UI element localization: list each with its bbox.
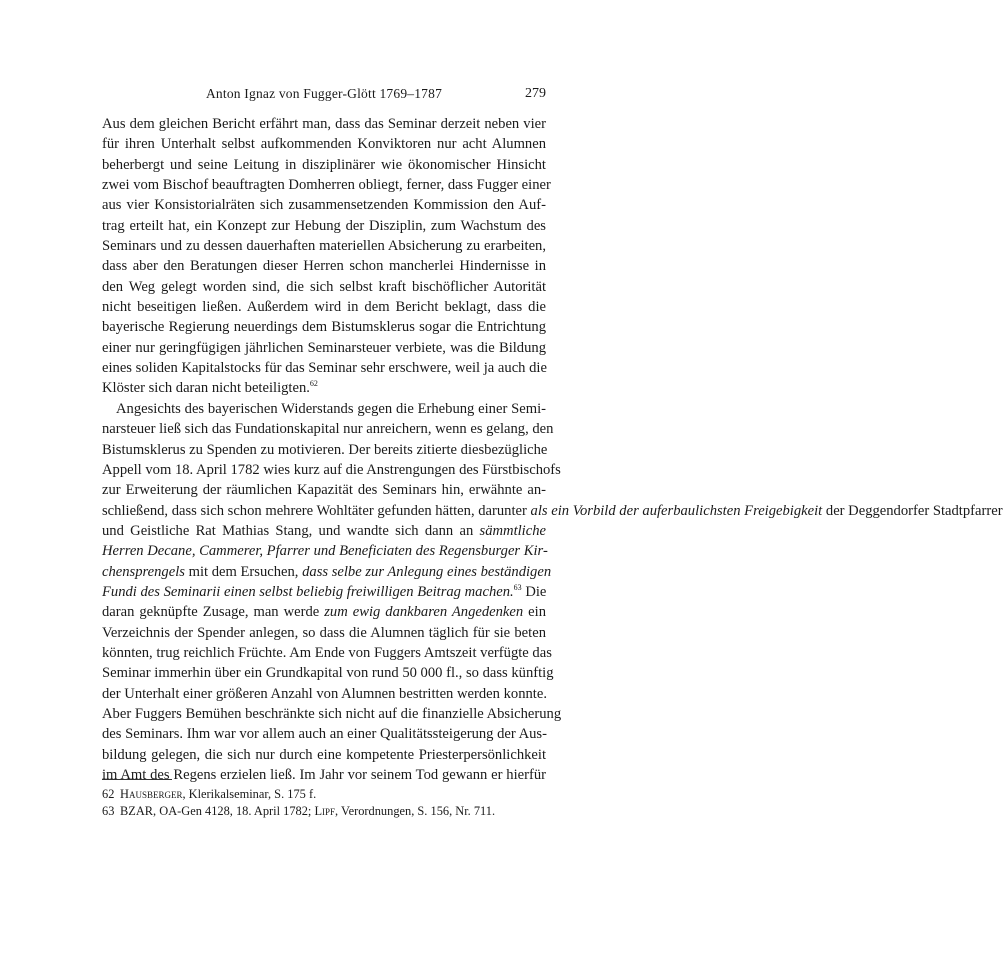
text-line bbox=[102, 562, 552, 582]
text-line: zur Erweiterung der räumlichen Kapazität des Seminars hin, erwähnte an- bbox=[102, 482, 546, 499]
text-line: könnten, trug reichlich Früchte. Am Ende von Fuggers Amtszeit verfügte das bbox=[102, 644, 552, 661]
footnote-text bbox=[120, 786, 316, 803]
text-line: der Unterhalt einer größeren Anzahl von Alumnen bestritten werden konnte. bbox=[102, 685, 547, 702]
quotation-fragment: chensprengels bbox=[102, 563, 185, 580]
footnote-citation: BZAR, OA-Gen 4128, 18. April 1782; bbox=[120, 804, 315, 818]
text-line: trag erteilt hat, ein Konzept zur Hebung der Disziplin, zum Wachstum des bbox=[102, 217, 546, 234]
footnotes bbox=[102, 786, 546, 820]
footnote-citation: , Klerikalseminar, S. 175 f. bbox=[182, 787, 317, 801]
footnote-separator bbox=[102, 779, 172, 780]
text-line: im Amt des Regens erzielen ließ. Im Jahr vor seinem Tod gewann er hierfür bbox=[102, 767, 546, 783]
running-header bbox=[102, 86, 546, 106]
text-line: Aus dem gleichen Bericht erfährt man, dass das Seminar derzeit neben vier bbox=[102, 116, 546, 132]
text-line: nicht beseitigen ließen. Außerdem wird in dem Bericht beklagt, dass die bbox=[102, 299, 546, 316]
quotation-fragment: sämmtliche bbox=[479, 522, 546, 539]
text-line bbox=[102, 378, 546, 398]
text-line: zwei vom Bischof beauftragten Domherren obliegt, ferner, dass Fugger einer bbox=[102, 177, 551, 194]
text-line: aus vier Konsistorialräten sich zusammensetzenden Kommission den Auf- bbox=[102, 197, 546, 214]
text-line: Seminars und zu dessen dauerhaften materiellen Absicherung zu erarbeiten, bbox=[102, 238, 546, 255]
text-line bbox=[102, 541, 546, 561]
footnote-number: 63 bbox=[102, 804, 115, 818]
text-fragment: der Deggendorfer Stadtpfarrer bbox=[825, 502, 1003, 519]
footnote-text bbox=[120, 803, 495, 820]
text-line bbox=[102, 501, 1003, 521]
text-line: einer nur geringfügigen jährlichen Seminarsteuer verbiete, was die Bildung bbox=[102, 339, 546, 356]
text-fragment: und Geistliche Rat Mathias Stang, und wandte sich dann an bbox=[102, 522, 474, 539]
text-line: Appell vom 18. April 1782 wies kurz auf die Anstrengungen des Fürstbischofs bbox=[102, 461, 561, 478]
text-fragment: Die bbox=[525, 583, 547, 600]
text-line: des Seminars. Ihm war vor allem auch an einer Qualitätssteigerung der Aus- bbox=[102, 726, 547, 743]
footnote-author: Lipf bbox=[314, 804, 336, 818]
text-line: Seminar immerhin über ein Grundkapital von rund 50 000 fl., so dass künftig bbox=[102, 665, 554, 682]
text-fragment: ein bbox=[528, 604, 546, 621]
quotation-fragment: Herren Decane, Cammerer, Pfarrer und Beneficiaten des Regensburger Kir- bbox=[102, 543, 548, 560]
text-line: den Weg gelegt worden sind, die sich selbst kraft bischöflicher Autorität bbox=[102, 278, 546, 295]
text-line: bildung gelegen, die sich nur durch eine kompetente Priesterpersönlichkeit bbox=[102, 746, 546, 763]
quotation-fragment: als ein Vorbild der auferbaulichsten Freigebigkeit bbox=[530, 502, 823, 519]
text-fragment: daran geknüpfte Zusage, man werde bbox=[102, 604, 320, 621]
footnote-citation: , Verordnungen, S. 156, Nr. 711. bbox=[335, 804, 496, 818]
quotation-fragment: zum ewig dankbaren Angedenken bbox=[324, 604, 524, 621]
text-line bbox=[102, 582, 546, 602]
footnote-author: Hausberger bbox=[120, 787, 183, 801]
text-line bbox=[102, 602, 546, 622]
footnote-ref-62[interactable]: 62 bbox=[309, 379, 318, 389]
quotation-fragment: Fundi des Seminarii einen selbst beliebig freiwilligen Beitrag machen. bbox=[102, 583, 514, 600]
text-line: bayerische Regierung neuerdings dem Bistumsklerus sogar die Entrichtung bbox=[102, 319, 546, 336]
text-line: dass aber den Beratungen dieser Herren schon mancherlei Hindernisse in bbox=[102, 258, 546, 275]
text-fragment: mit dem Ersuchen, bbox=[188, 563, 299, 580]
footnote-62 bbox=[102, 786, 546, 803]
text-line: Angesichts des bayerischen Widerstands gegen die Erhebung einer Semi- bbox=[116, 400, 546, 417]
text-line: narsteuer ließ sich das Fundationskapital nur anreichern, wenn es gelang, den bbox=[102, 421, 554, 438]
text-line: beherbergt und seine Leitung in disziplinärer wie ökonomischer Hinsicht bbox=[102, 156, 546, 173]
text-line: eines soliden Kapitalstocks für das Seminar sehr erschwere, weil ja auch die bbox=[102, 360, 547, 377]
running-head-title: Anton Ignaz von Fugger-Glött 1769–1787 bbox=[205, 86, 443, 101]
text-line: Aber Fuggers Bemühen beschränkte sich nicht auf die finanzielle Absicherung bbox=[102, 705, 562, 722]
main-text bbox=[102, 114, 1003, 785]
text-line: Verzeichnis der Spender anlegen, so dass die Alumnen täglich für sie beten bbox=[102, 624, 546, 641]
text-line: für ihren Unterhalt selbst aufkommenden Konviktoren nur acht Alumnen bbox=[102, 136, 546, 153]
footnote-ref-63[interactable]: 63 bbox=[513, 582, 522, 592]
text-fragment: Klöster sich daran nicht beteiligten. bbox=[102, 380, 310, 397]
text-line: Bistumsklerus zu Spenden zu motivieren. Der bereits zitierte diesbezügliche bbox=[102, 441, 548, 458]
footnote-63 bbox=[102, 803, 546, 820]
page-number: 279 bbox=[525, 86, 546, 101]
footnote-number: 62 bbox=[102, 787, 115, 801]
quotation-fragment: dass selbe zur Anlegung eines beständigen bbox=[302, 563, 552, 580]
text-line bbox=[102, 521, 546, 541]
text-fragment: schließend, dass sich schon mehrere Wohltäter gefunden hätten, darunter bbox=[102, 502, 527, 519]
